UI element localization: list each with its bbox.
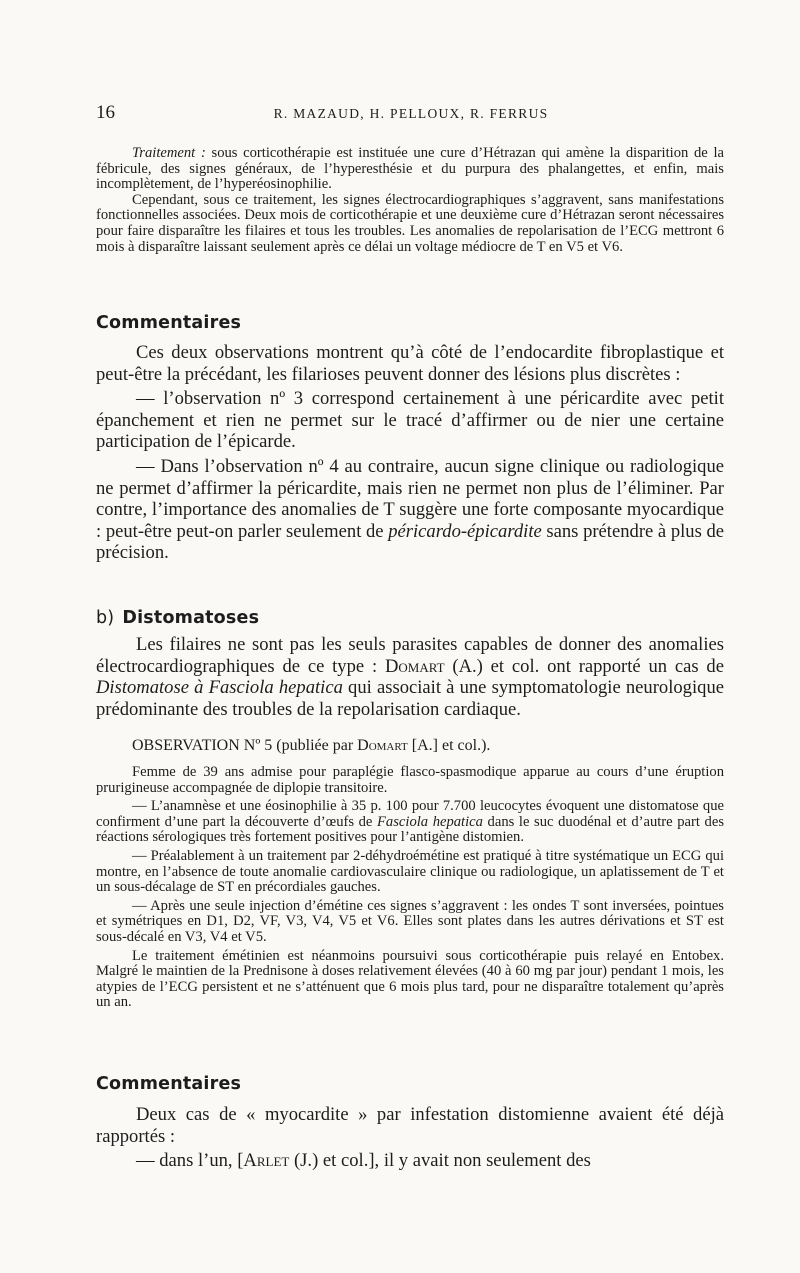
page-header — [96, 102, 726, 126]
section-letter: b) — [96, 608, 115, 628]
section-heading-commentaires-2: Commentaires — [96, 1074, 242, 1094]
commentaires-1-intro: Ces deux observations montrent qu’à côté de l’endocardite fibroplastique et peut-être la précédant, les filarioses peuvent donner des lésions plus discrètes : — [96, 342, 724, 385]
observation-3-comment: — l’observation nº 3 correspond certainement à une péricardite avec petit épanchement et rien ne permet sur le tracé d’affirmer ou de nier une certaine participation de l’épicarde. — [96, 388, 724, 453]
commentaires-2-intro: Deux cas de « myocardite » par infestation distomienne avaient été déjà rapportés : — [96, 1104, 724, 1147]
section-heading-commentaires-1: Commentaires — [96, 313, 242, 333]
observation-4-comment: — Dans l’observation nº 4 au contraire, aucun signe clinique ou radiologique ne permet d’affirmer la péricardite, mais rien ne permet non plus de l’éliminer. Par contre, l’importance des anomalies de T suggère une forte composante myocardique : peut-être peut-on parler seulement de péricardo-épicardite sans prétendre à plus de précision. — [96, 455, 725, 564]
running-head: R. MAZAUD, H. PELLOUX, R. FERRUS — [273, 106, 549, 121]
commentaires-2-body — [96, 1104, 724, 1172]
observation-5-title: OBSERVATION Nº 5 (publiée par Domart [A.] et col.). — [132, 737, 491, 754]
observation-5-p3: — Préalablement à un traitement par 2-déhydroémétine est pratiqué à titre systématique un ECG qui montre, en l’absence de toute anomalie cardiovasculaire clinique ou radiologique, un aplatissement de T et un sous-décalage de ST en précordiales gauches. — [96, 847, 724, 896]
observation-5-p1: Femme de 39 ans admise pour paraplégie flasco-spasmodique apparue au cours d’une éruption prurigineuse accompagnée de diplopie transitoire. — [96, 764, 724, 796]
observation-5-body — [96, 765, 724, 1011]
observation-5-p2: — L’anamnèse et une éosinophilie à 35 p. 100 pour 7.700 leucocytes évoquent une distomatose que confirment d’une part la découverte d’œufs de Fasciola hepatica dans le suc duodénal et d’autre part des réactions sérologiques très fortement positives pour l’antigène distomien. — [96, 798, 724, 846]
observation-5-title-block — [96, 736, 724, 756]
evolution-paragraph: Cependant, sous ce traitement, les signes électrocardiographiques s’aggravent, sans manifestations fonctionnelles associées. Deux mois de corticothérapie et une deuxième cure d’Hétrazan seront nécessaires pour faire disparaître les filaires et tous les troubles. Les anomalies de repolarisation de l’ECG mettront 6 mois à disparaître laissant seulement après ce délai un voltage médiocre de T en V5 et V6. — [96, 191, 724, 255]
section-heading-distomatoses: b) Distomatoses — [96, 608, 260, 628]
treatment-block — [96, 146, 724, 255]
observation-5-p4: — Après une seule injection d’émétine ces signes s’aggravent : les ondes T sont inversées, pointues et symétriques en D1, D2, VF, V3, V4, V5 et V6. Elles sont plates dans les autres dérivations et ST est sous-décalé en V3, V4 et V5. — [96, 897, 724, 945]
arlet-case-paragraph: — dans l’un, [Arlet (J.) et col.], il y avait non seulement des — [136, 1150, 591, 1172]
treatment-label: Traitement : — [132, 145, 206, 161]
treatment-paragraph: Traitement : sous corticothérapie est instituée une cure d’Hétrazan qui amène la disparition de la fébricule, des signes généraux, de l’hyperesthésie et du purpura des phalangettes, et enfin, mais incomplètement, de l’hyperéosinophilie. — [96, 145, 725, 193]
page-number: 16 — [96, 102, 115, 123]
distomatoses-intro — [96, 634, 724, 720]
distomatoses-paragraph: Les filaires ne sont pas les seuls parasites capables de donner des anomalies électrocardiographiques de ce type : Domart (A.) et col. ont rapporté un cas de Distomatose à Fasciola hepatica qui associait à une symptomatologie neurologique prédominante des troubles de la repolarisation cardiaque. — [96, 634, 724, 720]
commentaires-1-body — [96, 342, 724, 564]
observation-5-p5: Le traitement émétinien est néanmoins poursuivi sous corticothérapie puis relayé en Entobex. Malgré le maintien de la Prednisone à doses relativement élevées (40 à 60 mg par jour) pendant 1 mois, les atypies de l’ECG persistent et ne s’atténuent que 6 mois plus tard, pour ne disparaître totalement qu’après un an. — [96, 947, 724, 1011]
